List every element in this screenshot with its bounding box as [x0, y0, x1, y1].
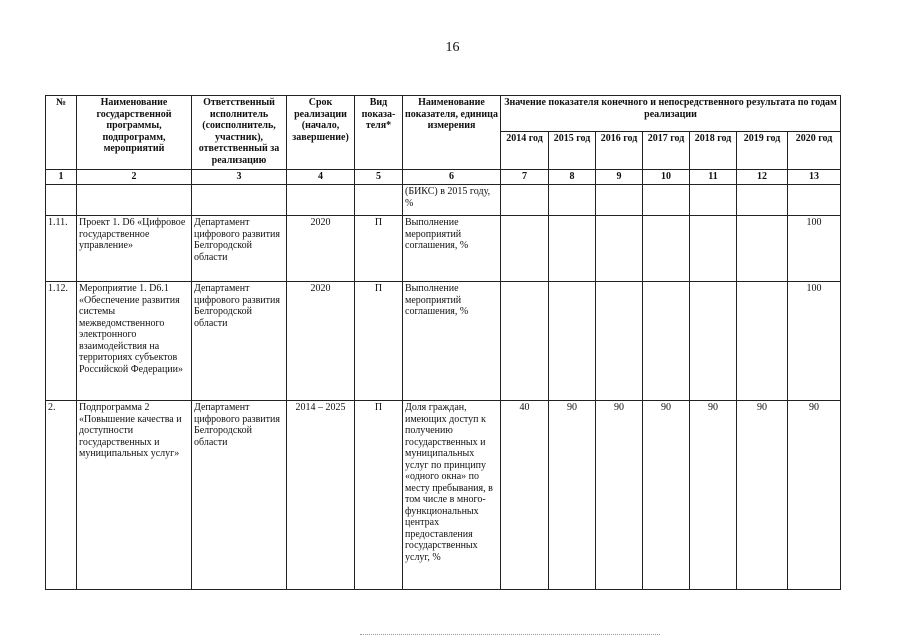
header-year: 2016 год	[596, 132, 643, 170]
column-number: 13	[788, 170, 841, 185]
column-number: 6	[403, 170, 501, 185]
scan-edge-divider	[360, 634, 660, 636]
indicators-table	[45, 95, 841, 590]
header-term: Срок реализации (начало, завершение)	[287, 96, 355, 170]
row-value	[643, 185, 690, 216]
row-name: Мероприятие 1. D6.1 «Обеспечение развития системы межведомственного электронного взаимодействия на территориях субъектов Российской Федерации»	[77, 282, 192, 401]
row-value: 90	[596, 401, 643, 590]
row-executor: Департамент цифрового развития Белгородской области	[192, 282, 287, 401]
row-term: 2020	[287, 282, 355, 401]
header-executor: Ответственный исполнитель (соисполнитель, участник), ответственный за реализацию	[192, 96, 287, 170]
row-value: 90	[643, 401, 690, 590]
header-year: 2015 год	[549, 132, 596, 170]
header-year: 2014 год	[501, 132, 549, 170]
header-values-group: Значение показателя конечного и непосредственного результата по годам реализации	[501, 96, 841, 132]
row-type: П	[355, 401, 403, 590]
row-type	[355, 185, 403, 216]
row-value: 90	[549, 401, 596, 590]
row-value	[596, 185, 643, 216]
row-value	[596, 282, 643, 401]
row-value	[501, 185, 549, 216]
row-indicator: (БИКС) в 2015 году, %	[403, 185, 501, 216]
header-year: 2019 год	[737, 132, 788, 170]
header-name: Наименование государственной программы, подпрограмм, мероприятий	[77, 96, 192, 170]
row-indicator: Доля граждан, имеющих доступ к получению государственных и муниципальных услуг по принципу «одного окна» по месту пребывания, в том числе в много-функциональных центрах предоставления государственных услуг, %	[403, 401, 501, 590]
row-executor	[192, 185, 287, 216]
table-row	[46, 185, 841, 216]
row-value: 100	[788, 282, 841, 401]
row-value	[737, 282, 788, 401]
row-name	[77, 185, 192, 216]
column-number: 8	[549, 170, 596, 185]
row-value: 90	[788, 401, 841, 590]
row-value	[737, 185, 788, 216]
row-value: 40	[501, 401, 549, 590]
row-value	[737, 216, 788, 282]
column-number: 12	[737, 170, 788, 185]
row-indicator: Выполнение мероприятий соглашения, %	[403, 216, 501, 282]
header-year: 2020 год	[788, 132, 841, 170]
row-value	[549, 216, 596, 282]
row-name: Подпрограмма 2 «Повышение качества и доступности государственных и муниципальных услуг»	[77, 401, 192, 590]
row-term: 2020	[287, 216, 355, 282]
row-executor: Департамент цифрового развития Белгородской области	[192, 401, 287, 590]
row-value	[690, 282, 737, 401]
header-no: №	[46, 96, 77, 170]
row-name: Проект 1. D6 «Цифровое государственное управление»	[77, 216, 192, 282]
row-value	[643, 216, 690, 282]
column-number: 5	[355, 170, 403, 185]
row-no	[46, 185, 77, 216]
row-value	[690, 216, 737, 282]
row-value	[643, 282, 690, 401]
row-value	[549, 282, 596, 401]
row-value	[788, 185, 841, 216]
row-value	[690, 185, 737, 216]
header-year: 2017 год	[643, 132, 690, 170]
column-number: 10	[643, 170, 690, 185]
row-type: П	[355, 216, 403, 282]
row-no: 2.	[46, 401, 77, 590]
row-term: 2014 – 2025	[287, 401, 355, 590]
row-value	[501, 282, 549, 401]
table-row	[46, 282, 841, 401]
table-row	[46, 216, 841, 282]
header-indicator-name: Наименование показателя, единица измерения	[403, 96, 501, 170]
row-indicator: Выполнение мероприятий соглашения, %	[403, 282, 501, 401]
column-number: 2	[77, 170, 192, 185]
page-number: 16	[445, 40, 460, 55]
header-year: 2018 год	[690, 132, 737, 170]
column-numbers-row	[46, 170, 841, 185]
column-number: 1	[46, 170, 77, 185]
row-type: П	[355, 282, 403, 401]
column-number: 9	[596, 170, 643, 185]
row-no: 1.12.	[46, 282, 77, 401]
row-no: 1.11.	[46, 216, 77, 282]
row-value	[596, 216, 643, 282]
table-row	[46, 401, 841, 590]
column-number: 11	[690, 170, 737, 185]
column-number: 7	[501, 170, 549, 185]
row-value: 100	[788, 216, 841, 282]
row-term	[287, 185, 355, 216]
column-number: 4	[287, 170, 355, 185]
row-value: 90	[737, 401, 788, 590]
row-value	[501, 216, 549, 282]
row-value: 90	[690, 401, 737, 590]
column-number: 3	[192, 170, 287, 185]
header-indicator-type: Вид показа-теля*	[355, 96, 403, 170]
row-value	[549, 185, 596, 216]
row-executor: Департамент цифрового развития Белгородской области	[192, 216, 287, 282]
